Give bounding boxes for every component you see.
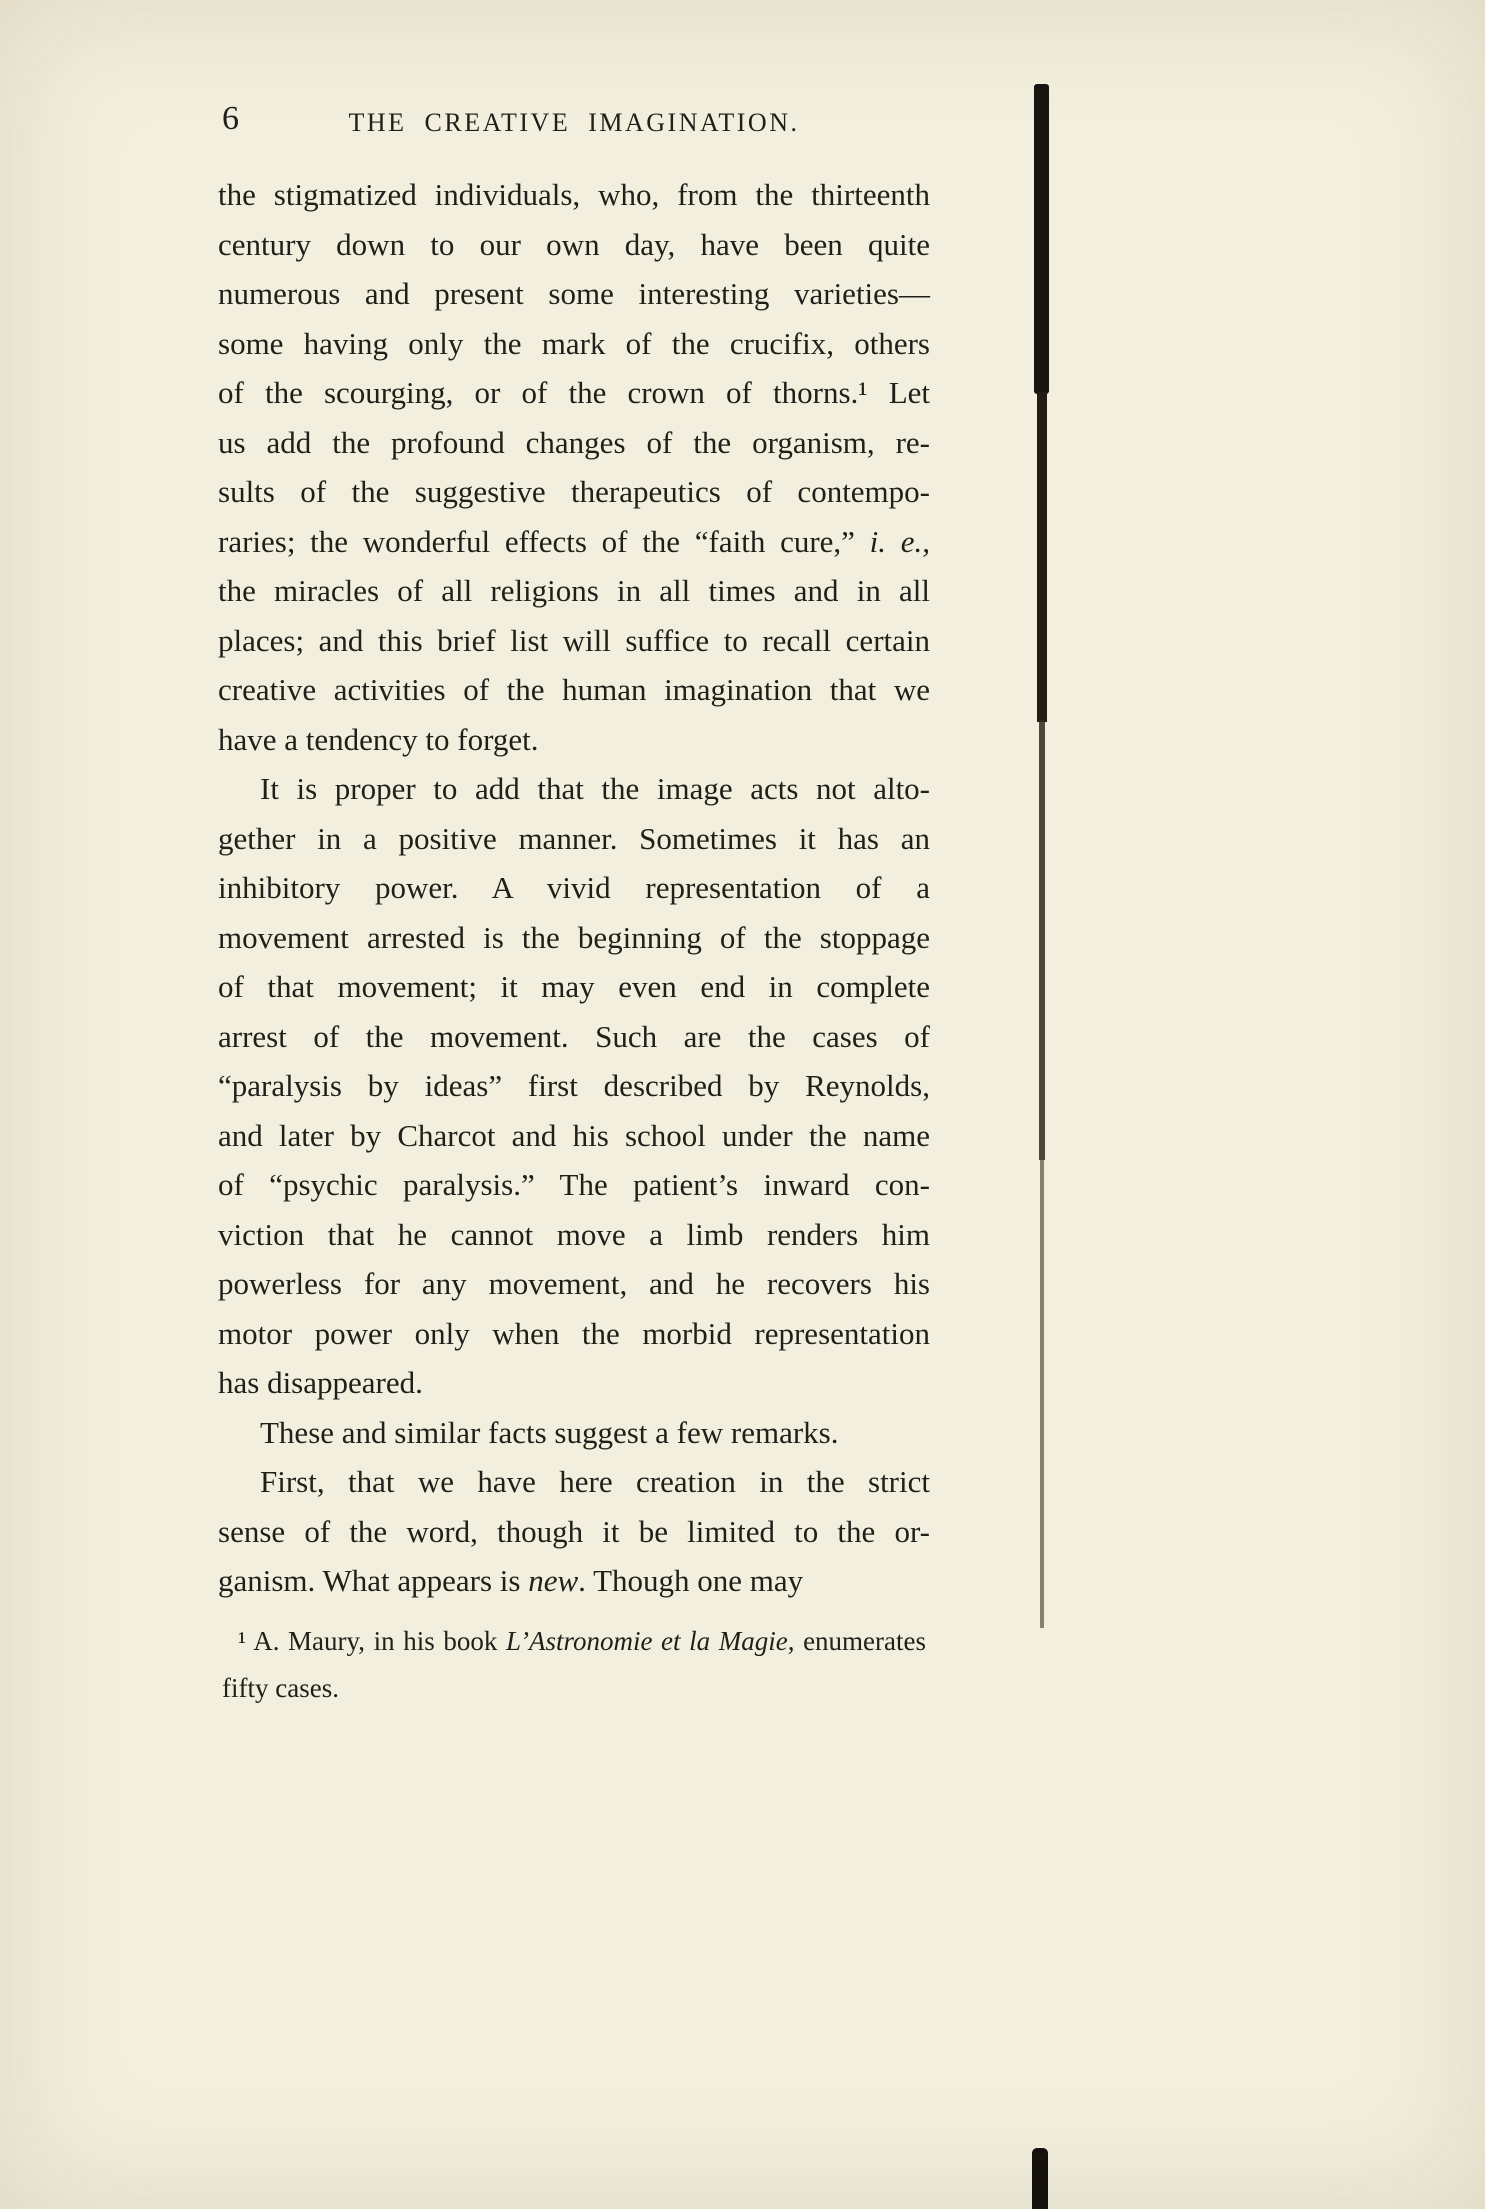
text-line: gether in a positive manner. Sometimes it has an <box>218 820 930 856</box>
footnote <box>222 1618 926 1712</box>
text-line: of that movement; it may even end in complete <box>218 969 930 1004</box>
text-block <box>218 170 930 1606</box>
text-line: creative activities of the human imagination that we <box>218 672 930 707</box>
text-line: have a tendency to forget. <box>218 721 539 757</box>
text-line: some having only the mark of the crucifix, others <box>218 325 930 361</box>
page-edge-shadow-segment <box>1040 1158 1044 1628</box>
page-edge-shadow-segment <box>1034 84 1049 394</box>
paragraph <box>218 1408 930 1458</box>
paragraph <box>218 1457 930 1606</box>
text-line: arrest of the movement. Such are the cases of <box>218 1018 930 1054</box>
paragraph <box>218 170 930 764</box>
text-line: sense of the word, though it be limited to the or- <box>218 1513 930 1549</box>
text-line: century down to our own day, have been quite <box>218 226 930 262</box>
paragraph <box>222 1618 926 1712</box>
paragraph <box>218 764 930 1408</box>
text-line: of the scourging, or of the crown of thorns.¹ Let <box>218 375 930 410</box>
text-line: powerless for any movement, and he recovers his <box>218 1266 930 1301</box>
text-line: movement arrested is the beginning of the stoppage <box>218 919 930 955</box>
text-line: motor power only when the morbid representation <box>218 1315 930 1351</box>
text-line: us add the profound changes of the organism, re- <box>218 424 930 460</box>
text-line: ¹ A. Maury, in his book L’Astronomie et la Magie, enumerates <box>238 1626 927 1656</box>
text-line: “paralysis by ideas” first described by Reynolds, <box>218 1068 930 1103</box>
text-line: It is proper to add that the image acts not alto- <box>260 771 930 806</box>
page-edge-shadow-segment <box>1037 392 1047 722</box>
text-line: sults of the suggestive therapeutics of contempo- <box>218 474 930 509</box>
text-line: These and similar facts suggest a few remarks. <box>260 1414 839 1450</box>
page-edge-shadow-segment <box>1039 720 1045 1160</box>
text-line: numerous and present some interesting varieties— <box>218 276 930 311</box>
text-line: the stigmatized individuals, who, from the thirteenth <box>218 177 930 212</box>
text-line: and later by Charcot and his school under the name <box>218 1117 930 1153</box>
text-line: raries; the wonderful effects of the “faith cure,” i. e., <box>218 523 930 559</box>
text-line: has disappeared. <box>218 1365 423 1400</box>
text-line: viction that he cannot move a limb renders him <box>218 1216 930 1252</box>
text-line: fifty cases. <box>222 1673 339 1703</box>
text-line: the miracles of all religions in all times and in all <box>218 573 930 608</box>
running-title: THE CREATIVE IMAGINATION. <box>348 108 800 137</box>
page-edge-shadow-segment <box>1032 2148 1048 2209</box>
text-line: ganism. What appears is new. Though one may <box>218 1563 804 1598</box>
text-line: First, that we have here creation in the strict <box>260 1464 930 1499</box>
page-number: 6 <box>222 100 239 137</box>
text-line: of “psychic paralysis.” The patient’s inward con- <box>218 1167 930 1202</box>
text-line: inhibitory power. A vivid representation of a <box>218 870 930 905</box>
text-line: places; and this brief list will suffice to recall certain <box>218 622 930 658</box>
